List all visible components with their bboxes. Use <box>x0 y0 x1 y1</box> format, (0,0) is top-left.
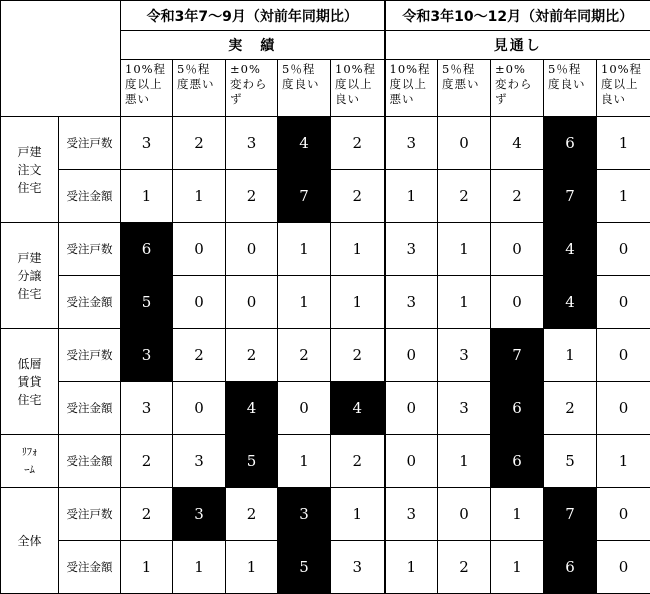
value-cell-actual: 3 <box>226 117 278 170</box>
value-cell-forecast: 6 <box>544 541 597 594</box>
value-cell-actual: 5 <box>278 541 331 594</box>
value-cell-forecast: 0 <box>438 488 491 541</box>
col-header-forecast-2 <box>438 60 491 117</box>
value-cell-actual: 1 <box>278 276 331 329</box>
table-row <box>1 276 650 329</box>
value-cell-actual: 4 <box>278 117 331 170</box>
category-label-line: 戸建 <box>1 143 58 161</box>
col-header-line: 度良い <box>282 77 328 92</box>
kind-title-actual: 実 績 <box>121 31 385 60</box>
col-header-line: 度悪い <box>177 77 223 92</box>
value-cell-forecast: 0 <box>597 488 650 541</box>
metric-label: 受注金額 <box>59 541 121 594</box>
value-cell-actual: 1 <box>331 488 385 541</box>
category-label-line: ﾘﾌｫ <box>1 443 58 461</box>
value-cell-forecast: 1 <box>491 488 544 541</box>
value-cell-actual: 5 <box>226 435 278 488</box>
value-cell-actual: 1 <box>226 541 278 594</box>
value-cell-forecast: 1 <box>385 170 438 223</box>
col-header-line: 10%程 <box>390 62 436 77</box>
value-cell-forecast: 3 <box>438 329 491 382</box>
metric-label: 受注金額 <box>59 382 121 435</box>
category-label-line: 住宅 <box>1 179 58 197</box>
col-header-actual-5 <box>331 60 385 117</box>
col-header-line: 度以上 <box>390 77 436 92</box>
value-cell-forecast: 2 <box>438 541 491 594</box>
value-cell-forecast: 0 <box>597 382 650 435</box>
category-label-line: 賃貸 <box>1 373 58 391</box>
value-cell-actual: 3 <box>121 117 173 170</box>
value-cell-forecast: 1 <box>597 170 650 223</box>
value-cell-forecast: 7 <box>544 488 597 541</box>
value-cell-forecast: 3 <box>438 382 491 435</box>
value-cell-forecast: 1 <box>597 435 650 488</box>
value-cell-forecast: 3 <box>385 223 438 276</box>
metric-label: 受注戸数 <box>59 329 121 382</box>
category-label <box>1 488 59 594</box>
value-cell-forecast: 0 <box>597 329 650 382</box>
period-title-actual: 令和3年7〜9月（対前年同期比） <box>121 1 385 31</box>
value-cell-forecast: 6 <box>491 382 544 435</box>
value-cell-forecast: 1 <box>438 223 491 276</box>
value-cell-actual: 1 <box>121 541 173 594</box>
value-cell-forecast: 1 <box>438 435 491 488</box>
category-label-line: 戸建 <box>1 249 58 267</box>
category-label-line: 全体 <box>1 532 58 550</box>
col-header-line: 度良い <box>548 77 594 92</box>
table-row <box>1 541 650 594</box>
value-cell-actual: 7 <box>278 170 331 223</box>
value-cell-actual: 3 <box>173 435 226 488</box>
category-label <box>1 117 59 223</box>
value-cell-forecast: 0 <box>491 223 544 276</box>
value-cell-actual: 1 <box>331 276 385 329</box>
col-header-line: 変わら <box>230 77 275 92</box>
metric-label: 受注金額 <box>59 435 121 488</box>
col-header-line: ず <box>495 92 541 107</box>
value-cell-actual: 2 <box>331 117 385 170</box>
category-label-line: 注文 <box>1 161 58 179</box>
value-cell-forecast: 0 <box>385 329 438 382</box>
value-cell-actual: 1 <box>173 170 226 223</box>
value-cell-forecast: 0 <box>385 435 438 488</box>
value-cell-forecast: 4 <box>544 223 597 276</box>
table-row <box>1 170 650 223</box>
period-title-forecast: 令和3年10〜12月（対前年同期比） <box>385 1 650 31</box>
col-header-line: 5％程 <box>442 62 488 77</box>
col-header-actual-1 <box>121 60 173 117</box>
value-cell-actual: 1 <box>278 435 331 488</box>
value-cell-actual: 4 <box>226 382 278 435</box>
value-cell-forecast: 1 <box>438 276 491 329</box>
metric-label: 受注戸数 <box>59 223 121 276</box>
col-header-line: 10%程 <box>125 62 170 77</box>
col-header-line: 変わら <box>495 77 541 92</box>
col-header-line: ±0% <box>230 62 275 77</box>
value-cell-forecast: 0 <box>597 276 650 329</box>
value-cell-forecast: 2 <box>544 382 597 435</box>
table-row <box>1 382 650 435</box>
col-header-actual-2 <box>173 60 226 117</box>
value-cell-actual: 4 <box>331 382 385 435</box>
col-header-line: 悪い <box>125 92 170 107</box>
value-cell-forecast: 2 <box>438 170 491 223</box>
col-header-line: 良い <box>335 92 382 107</box>
col-header-line: 度以上 <box>335 77 382 92</box>
value-cell-actual: 0 <box>173 223 226 276</box>
metric-label: 受注戸数 <box>59 488 121 541</box>
category-label-line: ｰﾑ <box>1 461 58 479</box>
value-cell-forecast: 4 <box>491 117 544 170</box>
value-cell-actual: 2 <box>226 329 278 382</box>
category-label <box>1 329 59 435</box>
value-cell-forecast: 0 <box>491 276 544 329</box>
value-cell-forecast: 0 <box>597 223 650 276</box>
value-cell-forecast: 2 <box>491 170 544 223</box>
value-cell-forecast: 1 <box>491 541 544 594</box>
category-label-line: 低層 <box>1 355 58 373</box>
value-cell-actual: 2 <box>173 329 226 382</box>
value-cell-actual: 2 <box>331 435 385 488</box>
col-header-line: 5％程 <box>548 62 594 77</box>
value-cell-actual: 0 <box>173 382 226 435</box>
value-cell-actual: 2 <box>331 170 385 223</box>
value-cell-forecast: 1 <box>597 117 650 170</box>
category-label <box>1 223 59 329</box>
value-cell-actual: 0 <box>173 276 226 329</box>
category-label-line: 住宅 <box>1 391 58 409</box>
category-label-line: 分譲 <box>1 267 58 285</box>
value-cell-forecast: 3 <box>385 276 438 329</box>
value-cell-forecast: 6 <box>544 117 597 170</box>
metric-label: 受注金額 <box>59 170 121 223</box>
value-cell-actual: 3 <box>173 488 226 541</box>
value-cell-actual: 0 <box>226 223 278 276</box>
value-cell-actual: 3 <box>121 382 173 435</box>
metric-label: 受注金額 <box>59 276 121 329</box>
value-cell-actual: 2 <box>173 117 226 170</box>
col-header-actual-4 <box>278 60 331 117</box>
col-header-line: 度悪い <box>442 77 488 92</box>
category-label <box>1 435 59 488</box>
col-header-line: 度以上 <box>125 77 170 92</box>
value-cell-forecast: 3 <box>385 117 438 170</box>
value-cell-actual: 3 <box>331 541 385 594</box>
col-header-line: 5％程 <box>282 62 328 77</box>
table-row <box>1 329 650 382</box>
table-row <box>1 117 650 170</box>
value-cell-forecast: 4 <box>544 276 597 329</box>
value-cell-actual: 0 <box>278 382 331 435</box>
value-cell-actual: 2 <box>121 488 173 541</box>
value-cell-forecast: 1 <box>385 541 438 594</box>
value-cell-actual: 0 <box>226 276 278 329</box>
value-cell-actual: 1 <box>278 223 331 276</box>
value-cell-actual: 2 <box>278 329 331 382</box>
table-row <box>1 223 650 276</box>
kind-title-forecast: 見通し <box>385 31 650 60</box>
table-row <box>1 435 650 488</box>
col-header-line: 10%程 <box>335 62 382 77</box>
value-cell-actual: 5 <box>121 276 173 329</box>
value-cell-actual: 1 <box>331 223 385 276</box>
col-header-actual-3 <box>226 60 278 117</box>
col-header-line: ず <box>230 92 275 107</box>
value-cell-forecast: 1 <box>544 329 597 382</box>
value-cell-forecast: 0 <box>597 541 650 594</box>
corner-cell <box>1 1 121 117</box>
value-cell-forecast: 0 <box>438 117 491 170</box>
value-cell-actual: 6 <box>121 223 173 276</box>
col-header-line: ±0% <box>495 62 541 77</box>
value-cell-actual: 1 <box>121 170 173 223</box>
value-cell-forecast: 5 <box>544 435 597 488</box>
value-cell-forecast: 7 <box>491 329 544 382</box>
col-header-line: 10%程 <box>601 62 648 77</box>
col-header-forecast-5 <box>597 60 650 117</box>
col-header-line: 良い <box>601 92 648 107</box>
value-cell-actual: 3 <box>121 329 173 382</box>
col-header-forecast-3 <box>491 60 544 117</box>
table-row <box>1 488 650 541</box>
value-cell-forecast: 7 <box>544 170 597 223</box>
category-label-line: 住宅 <box>1 285 58 303</box>
value-cell-actual: 2 <box>331 329 385 382</box>
col-header-forecast-1 <box>385 60 438 117</box>
value-cell-forecast: 0 <box>385 382 438 435</box>
value-cell-actual: 2 <box>226 170 278 223</box>
col-header-line: 悪い <box>390 92 436 107</box>
col-header-line: 5％程 <box>177 62 223 77</box>
value-cell-forecast: 3 <box>385 488 438 541</box>
value-cell-actual: 3 <box>278 488 331 541</box>
value-cell-actual: 2 <box>121 435 173 488</box>
col-header-forecast-4 <box>544 60 597 117</box>
metric-label: 受注戸数 <box>59 117 121 170</box>
col-header-line: 度以上 <box>601 77 648 92</box>
value-cell-actual: 2 <box>226 488 278 541</box>
value-cell-actual: 1 <box>173 541 226 594</box>
value-cell-forecast: 6 <box>491 435 544 488</box>
